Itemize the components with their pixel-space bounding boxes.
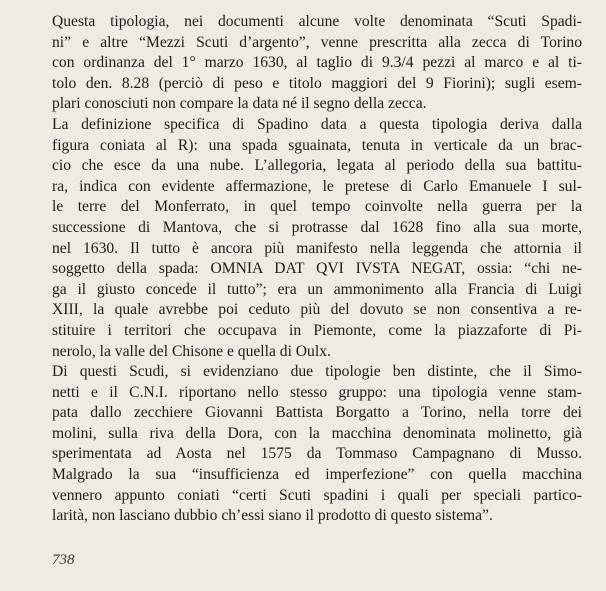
text-line: XIII, la quale avrebbe poi ceduto più del dovuto se non consentiva a re- xyxy=(52,301,582,319)
body-text xyxy=(52,12,582,527)
text-line: nel 1630. Il tutto è ancora più manifesto nella leggenda che attornia il xyxy=(52,239,582,257)
paragraph-2 xyxy=(52,115,582,362)
text-line: ni” e altre “Mezzi Scuti d’argento”, venne prescritta alla zecca di Torino xyxy=(52,33,582,51)
text-line: successione di Mantova, che si protrasse dal 1628 fino alla sua morte, xyxy=(52,218,582,236)
text-line: La definizione specifica di Spadino data a questa tipologia deriva dalla xyxy=(52,115,582,133)
text-line: ga il giusto concede il tutto”; era un ammonimento alla Francia di Luigi xyxy=(52,280,582,298)
text-line: sperimentata ad Aosta nel 1575 da Tommaso Campagnano di Musso. xyxy=(52,445,582,463)
text-line: molini, sulla riva della Dora, con la macchina denominata molinetto, già xyxy=(52,424,582,442)
text-line: larità, non lasciano dubbio ch’essi siano il prodotto di questo sistema”. xyxy=(52,507,493,525)
text-line: le terre del Monferrato, in quel tempo coinvolte nella guerra per la xyxy=(52,198,582,216)
text-line: tolo den. 8.28 (perciò di peso e titolo maggiori del 9 Fiorini); sugli esem- xyxy=(52,74,582,92)
paragraph-3 xyxy=(52,362,582,527)
text-line: Questa tipologia, nei documenti alcune volte denominata “Scuti Spadi- xyxy=(52,13,582,30)
text-line: Di questi Scudi, si evidenziano due tipologie ben distinte, che il Simo- xyxy=(52,363,582,381)
text-line: vennero appunto coniati “certi Scuti spadini i quali per speciali partico- xyxy=(52,486,582,504)
text-line: soggetto della spada: OMNIA DAT QVI IVSTA NEGAT, ossia: “chi ne- xyxy=(52,260,582,278)
page-number: 738 xyxy=(52,552,75,568)
text-line: netti e il C.N.I. riportano nello stesso gruppo: una tipologia venne stam- xyxy=(52,383,582,401)
text-line: plari conosciuti non compare la data né il segno della zecca. xyxy=(52,95,427,113)
paragraph-1 xyxy=(52,12,582,115)
text-line: stituire i territori che occupava in Piemonte, come la piazzaforte di Pi- xyxy=(52,321,582,339)
text-line: figura coniata al R): una spada sguainata, tenuta in verticale da un brac- xyxy=(52,136,582,154)
text-line: cio che esce da una nube. L’allegoria, legata al periodo della sua battitu- xyxy=(52,157,582,175)
text-line: ra, indica con evidente affermazione, le pretese di Carlo Emanuele I sul- xyxy=(52,177,582,195)
text-line: pata dallo zecchiere Giovanni Battista Borgatto a Torino, nella torre dei xyxy=(52,404,582,422)
text-line: Malgrado la sua “insufficienza ed imperfezione” con quella macchina xyxy=(52,466,582,484)
text-line: con ordinanza del 1° marzo 1630, al taglio di 9.3/4 pezzi al marco e al ti- xyxy=(52,54,582,72)
text-line: nerolo, la valle del Chisone e quella di Oulx. xyxy=(52,342,331,360)
